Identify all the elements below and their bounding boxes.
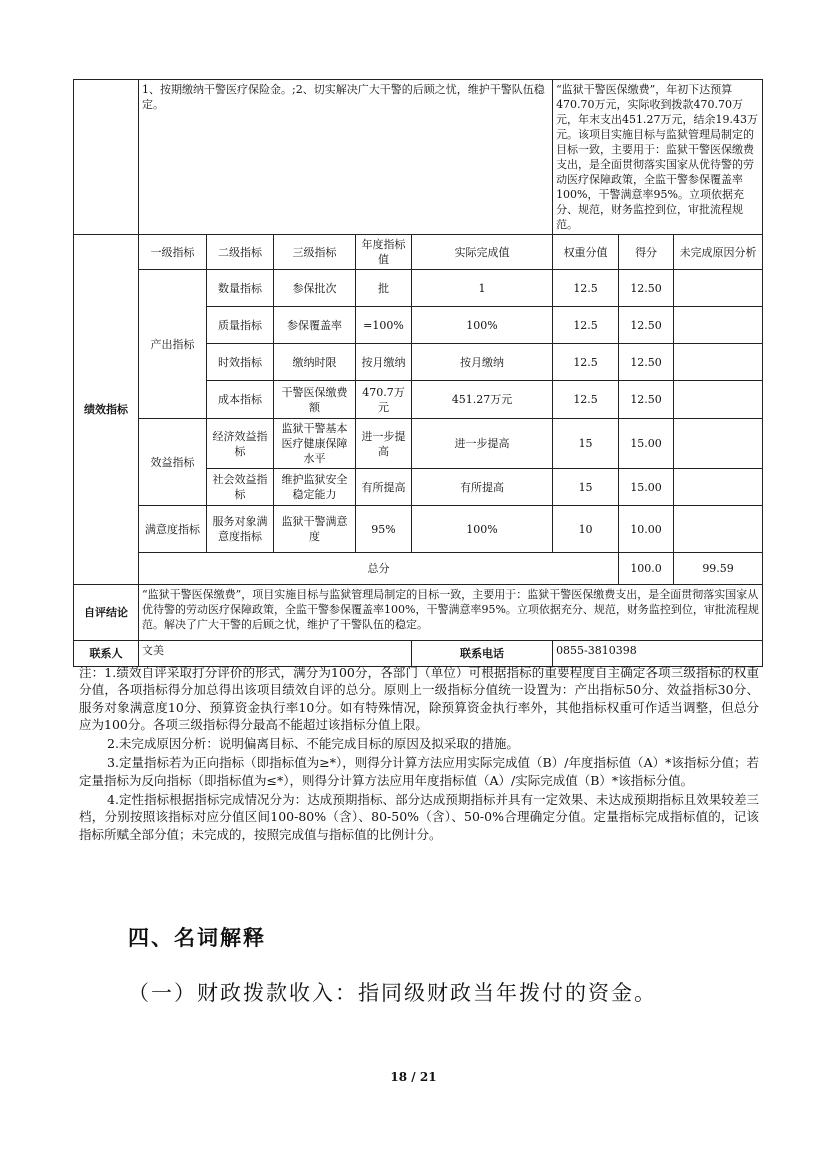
- target-cell: 批: [356, 270, 412, 307]
- total-row: [74, 553, 763, 585]
- l2-cell: 经济效益指标: [207, 419, 274, 469]
- reason-cell: [674, 506, 763, 553]
- actual-cell: 1: [412, 270, 553, 307]
- weight-cell: 12.5: [553, 344, 619, 381]
- target-cell: 按月缴纳: [356, 344, 412, 381]
- score-cell: 15.00: [619, 469, 674, 506]
- total-weight: 100.0: [619, 553, 674, 585]
- group-satisfaction: 满意度指标: [139, 506, 207, 553]
- total-score: 99.59: [674, 553, 763, 585]
- score-cell: 12.50: [619, 270, 674, 307]
- reason-cell: [674, 381, 763, 419]
- contact-label: 联系人: [74, 641, 139, 667]
- notes-block: [79, 664, 759, 843]
- group-benefit: 效益指标: [139, 419, 207, 506]
- header-cell: 未完成原因分析: [674, 235, 763, 270]
- note-2: 2.未完成原因分析：说明偏离目标、不能完成目标的原因及拟采取的措施。: [107, 736, 519, 752]
- weight-cell: 15: [553, 469, 619, 506]
- score-cell: 12.50: [619, 344, 674, 381]
- header-cell: 三级指标: [274, 235, 356, 270]
- self-eval-text: “监狱干警医保缴费”，项目实施目标与监狱管理局制定的目标一致，主要用于：监狱干警医保缴费支出，是全面贯彻落实国家从优待警的劳动医疗保障政策，全监干警参保覆盖率100%，干警满意率95%。立项依据充分、规范，财务监控到位，审批流程规范。解决了广大干警的后顾之忧，维护了干警队伍的稳定。: [139, 585, 763, 641]
- l3-cell: 干警医保缴费额: [274, 381, 356, 419]
- self-eval-label: 自评结论: [74, 585, 139, 641]
- definition-paragraph: （一）财政拨款收入：指同级财政当年拨付的资金。: [128, 981, 657, 1005]
- header-cell: 得分: [619, 235, 674, 270]
- l3-cell: 维护监狱安全稳定能力: [274, 469, 356, 506]
- l2-cell: 成本指标: [207, 381, 274, 419]
- actual-cell: 有所提高: [412, 469, 553, 506]
- contact-row: [74, 641, 763, 667]
- top-row-right-text: “监狱干警医保缴费”，年初下达预算470.70万元，实际收到拨款470.70万元，年末支出451.27万元，结余19.43万元。该项目实施目标与监狱管理局制定的目标一致，主要用于：监狱干警医保缴费支出，是全面贯彻落实国家从优待警的劳动医疗保障政策，全监干警参保覆盖率100%，干警满意率95%。立项依据充分、规范，财务监控到位，审批流程规范。: [553, 80, 763, 235]
- note-1: 注：1.绩效自评采取打分评价的形式，满分为100分，各部门（单位）可根据指标的重要程度自主确定各项三级指标的权重分值，各项指标得分加总得出该项目绩效自评的总分。原则上一级指标分值统一设置为：产出指标50分、效益指标30分、服务对象满意度10分、预算资金执行率10分。如有特殊情况，除预算资金执行率外，其他指标权重可作适当调整，但总分应为100分。各项三级指标得分最高不能超过该指标分值上限。: [79, 665, 759, 732]
- performance-table: [73, 79, 763, 667]
- target-cell: 470.7万元: [356, 381, 412, 419]
- target-cell: 95%: [356, 506, 412, 553]
- reason-cell: [674, 270, 763, 307]
- l3-cell: 参保批次: [274, 270, 356, 307]
- l3-cell: 参保覆盖率: [274, 307, 356, 344]
- top-row-label-cell: [74, 80, 139, 235]
- section-heading: 四、名词解释: [128, 926, 266, 950]
- note-4: 4.定性指标根据指标完成情况分为：达成预期指标、部分达成预期指标并具有一定效果、未达成预期指标且效果较差三档，分别按照该指标对应分值区间100-80%（含）、80-50%（含）、50-0%合理确定分值。定量指标完成指标值的，记该指标所赋全部分值；未完成的，按照完成值与指标值的比例计分。: [79, 792, 759, 842]
- l2-cell: 服务对象满意度指标: [207, 506, 274, 553]
- weight-cell: 12.5: [553, 270, 619, 307]
- top-row: [74, 80, 763, 235]
- actual-cell: 100%: [412, 506, 553, 553]
- header-cell: 年度指标值: [356, 235, 412, 270]
- table-row: [74, 270, 763, 307]
- l2-cell: 质量指标: [207, 307, 274, 344]
- l3-cell: 监狱干警满意度: [274, 506, 356, 553]
- header-cell: 一级指标: [139, 235, 207, 270]
- header-row: [74, 235, 763, 270]
- l2-cell: 社会效益指标: [207, 469, 274, 506]
- total-label: 总分: [139, 553, 619, 585]
- reason-cell: [674, 419, 763, 469]
- group-output: 产出指标: [139, 270, 207, 419]
- l2-cell: 时效指标: [207, 344, 274, 381]
- actual-cell: 按月缴纳: [412, 344, 553, 381]
- actual-cell: 进一步提高: [412, 419, 553, 469]
- contact-name: 文美: [139, 641, 412, 667]
- reason-cell: [674, 469, 763, 506]
- table-row: [74, 419, 763, 469]
- header-cell: 实际完成值: [412, 235, 553, 270]
- header-cell: 权重分值: [553, 235, 619, 270]
- score-cell: 15.00: [619, 419, 674, 469]
- weight-cell: 12.5: [553, 381, 619, 419]
- reason-cell: [674, 307, 763, 344]
- target-cell: =100%: [356, 307, 412, 344]
- header-cell: 二级指标: [207, 235, 274, 270]
- target-cell: 有所提高: [356, 469, 412, 506]
- actual-cell: 100%: [412, 307, 553, 344]
- note-3: 3.定量指标若为正向指标（即指标值为≥*），则得分计算方法应用实际完成值（B）/年度指标值（A）*该指标分值；若定量指标为反向指标（即指标值为≤*），则得分计算方法应用年度指标值（A）/实际完成值（B）*该指标分值。: [79, 755, 759, 788]
- contact-phone: 0855-3810398: [553, 641, 763, 667]
- l3-cell: 缴纳时限: [274, 344, 356, 381]
- top-row-left-text: 1、按期缴纳干警医疗保险金。;2、切实解决广大干警的后顾之忧，维护干警队伍稳定。: [139, 80, 553, 235]
- l2-cell: 数量指标: [207, 270, 274, 307]
- section-label: 绩效指标: [74, 235, 139, 585]
- actual-cell: 451.27万元: [412, 381, 553, 419]
- contact-phone-label: 联系电话: [412, 641, 553, 667]
- weight-cell: 15: [553, 419, 619, 469]
- table-row: [74, 506, 763, 553]
- reason-cell: [674, 344, 763, 381]
- l3-cell: 监狱干警基本医疗健康保障水平: [274, 419, 356, 469]
- target-cell: 进一步提高: [356, 419, 412, 469]
- score-cell: 12.50: [619, 307, 674, 344]
- weight-cell: 10: [553, 506, 619, 553]
- score-cell: 12.50: [619, 381, 674, 419]
- weight-cell: 12.5: [553, 307, 619, 344]
- self-eval-row: [74, 585, 763, 641]
- score-cell: 10.00: [619, 506, 674, 553]
- page-number: 18 / 21: [390, 1070, 437, 1084]
